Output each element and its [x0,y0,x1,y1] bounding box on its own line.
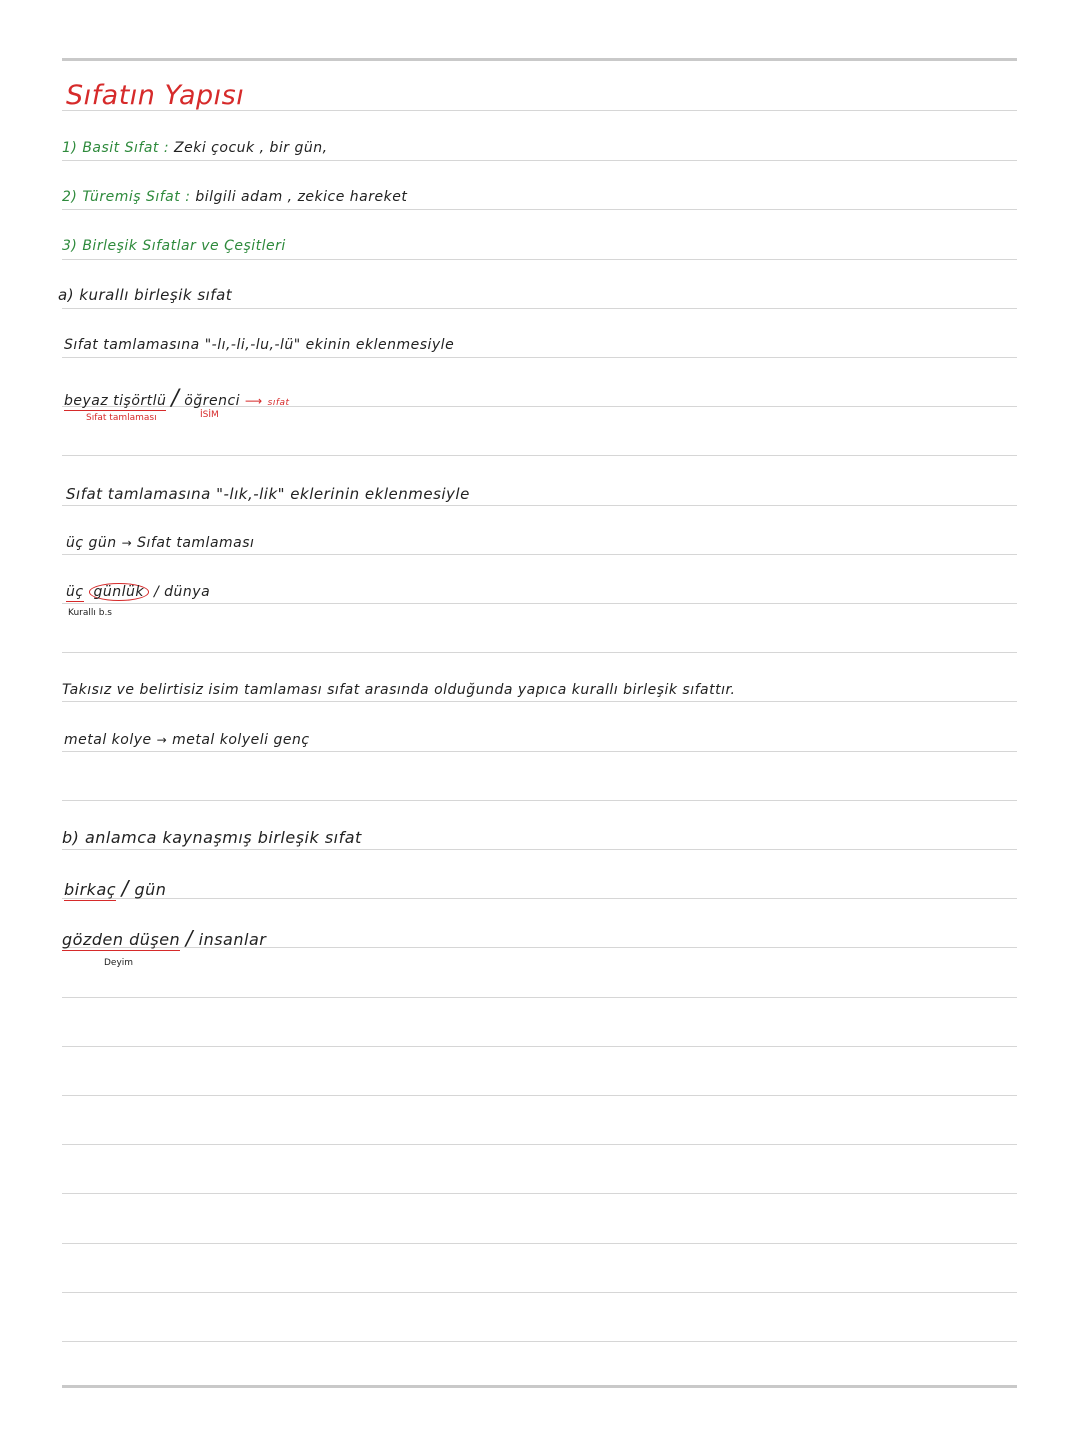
section-a-rule2: Sıfat tamlamasına "-lık,-lik" eklerinin eklenmesiyle [66,485,470,503]
slash-divider: / [185,926,194,950]
rule-line [62,701,1017,702]
section-a-rule3: Takısız ve belirtisiz isim tamlaması sıfat arasında olduğunda yapıca kurallı birleşik sıfattır. [62,682,736,698]
rule-line [62,1095,1017,1096]
slash-divider: / [121,876,129,900]
arrow-right-icon: ⟶ [244,394,263,408]
ex1-arrow-label: sıfat [267,398,290,408]
rule-line [62,1144,1017,1145]
rule-line [62,357,1017,358]
section-b-example1 [64,876,166,900]
ex3-noun: dünya [164,584,211,600]
section-a-rule1: Sıfat tamlamasına "-lı,-li,-lu,-lü" ekinin eklenmesiyle [64,337,455,353]
ex3-main: üç [66,584,84,600]
section-a-example4 [64,732,310,748]
rule-line [62,652,1017,653]
ex3-circled: günlük [89,583,150,601]
ex4-result: metal kolyeli genç [172,732,310,748]
rule-line [62,259,1017,260]
ex2-label: Sıfat tamlaması [137,535,255,551]
arrow-right-icon: → [156,733,168,747]
basit-examples: Zeki çocuk , bir gün, [174,140,328,156]
item-birlesik: 3) Birleşik Sıfatlar ve Çeşitleri [62,238,286,254]
rule-line [62,58,1017,61]
rule-line [62,209,1017,210]
page-title: Sıfatın Yapısı [66,80,245,111]
rule-line [62,554,1017,555]
section-b-example2 [62,926,266,950]
b-ex2-main: gözden düşen [62,930,181,949]
ex1-note2: İSİM [200,410,219,420]
rule-line [62,505,1017,506]
rule-line [62,1046,1017,1047]
section-a-example1 [64,386,290,411]
section-a-heading: a) kurallı birleşik sıfat [58,286,233,304]
ex1-note: Sıfat tamlaması [86,413,157,423]
rule-line [62,1385,1017,1388]
turemis-label: 2) Türemiş Sıfat : [62,189,191,205]
b-ex2-noun: insanlar [198,930,267,949]
item-basit [62,140,328,156]
b-ex1-main: birkaç [64,880,117,899]
rule-line [62,997,1017,998]
rule-line [62,898,1017,899]
b-ex2-note: Deyim [104,958,134,968]
turemis-examples: bilgili adam , zekice hareket [195,189,408,205]
ex2-phrase: üç gün [66,535,117,551]
section-a-example2 [66,535,254,551]
b-ex1-noun: gün [134,880,167,899]
rule-line [62,751,1017,752]
slash-divider: / [154,584,160,600]
rule-line [62,455,1017,456]
ex1-main: beyaz tişörtlü [64,393,167,409]
rule-line [62,160,1017,161]
ex1-noun: öğrenci [184,393,241,409]
ex3-note: Kurallı b.s [68,608,112,618]
rule-line [62,603,1017,604]
rule-line [62,1243,1017,1244]
slash-divider: / [171,386,180,411]
rule-line [62,1341,1017,1342]
rule-line [62,308,1017,309]
ex4-base: metal kolye [64,732,152,748]
rule-line [62,1193,1017,1194]
section-a-example3 [66,583,210,601]
section-b-heading: b) anlamca kaynaşmış birleşik sıfat [62,828,362,847]
arrow-right-icon: → [121,536,133,550]
basit-label: 1) Basit Sıfat : [62,140,170,156]
rule-line [62,1292,1017,1293]
rule-line [62,800,1017,801]
item-turemis [62,189,407,205]
rule-line [62,849,1017,850]
